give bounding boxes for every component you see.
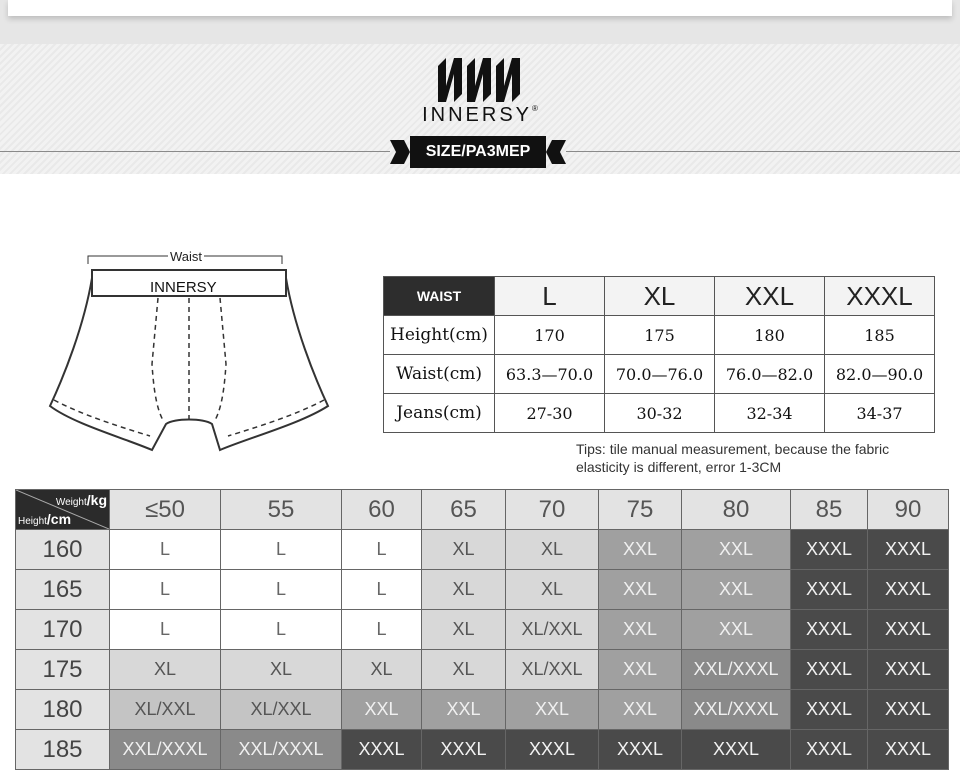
boxer-shorts-illustration: [44, 246, 334, 456]
height-label: 165: [16, 570, 110, 610]
size-chart-row: [16, 570, 949, 610]
size-cell: XXXL: [791, 650, 868, 690]
size-cell: XXL: [682, 530, 791, 570]
size-cell: L: [342, 570, 422, 610]
size-cell: XXXL: [791, 730, 868, 770]
size-cell: XXL: [599, 690, 682, 730]
size-chart-row: [16, 690, 949, 730]
measurement-cell: 32-34: [715, 394, 825, 433]
size-tag: SIZE/PA3MEP: [390, 136, 566, 168]
weight-header-row: [16, 490, 949, 530]
size-cell: XL: [422, 530, 506, 570]
size-cell: XXXL: [682, 730, 791, 770]
size-cell: XL: [422, 570, 506, 610]
size-cell: XXL: [682, 610, 791, 650]
size-cell: XXL/XXXL: [110, 730, 221, 770]
measurement-row: [384, 394, 935, 433]
size-cell: XXXL: [791, 530, 868, 570]
size-cell: XXL: [599, 610, 682, 650]
measurement-cell: 27-30: [495, 394, 605, 433]
measurement-table: [383, 276, 935, 433]
size-cell: XL/XXL: [110, 690, 221, 730]
measurement-cell: 34-37: [825, 394, 935, 433]
measurement-cell: 63.3—70.0: [495, 355, 605, 394]
size-header: XXXL: [825, 277, 935, 316]
height-axis-label: Height/cm: [18, 511, 72, 527]
measurement-row: [384, 316, 935, 355]
size-cell: XXXL: [342, 730, 422, 770]
weight-header: ≤50: [110, 490, 221, 530]
size-cell: XXL/XXXL: [221, 730, 342, 770]
size-cell: XXXL: [868, 610, 949, 650]
size-header: XXL: [715, 277, 825, 316]
weight-axis-label: Weight/kg: [55, 492, 107, 508]
shorts-brand-label: INNERSY: [150, 279, 217, 296]
size-cell: XXL: [342, 690, 422, 730]
divider-left: [0, 151, 390, 152]
size-cell: XXL: [599, 650, 682, 690]
size-cell: XXXL: [791, 570, 868, 610]
size-cell: XXXL: [868, 690, 949, 730]
size-cell: L: [221, 530, 342, 570]
size-cell: XXXL: [422, 730, 506, 770]
size-cell: XXXL: [868, 730, 949, 770]
size-cell: XXXL: [791, 610, 868, 650]
measurement-cell: 76.0—82.0: [715, 355, 825, 394]
size-cell: XL: [342, 650, 422, 690]
size-chart-table: [15, 489, 949, 770]
size-cell: XXL: [599, 570, 682, 610]
measurement-row-label: Jeans(cm): [384, 394, 495, 433]
size-cell: XL: [221, 650, 342, 690]
size-cell: XXL: [599, 530, 682, 570]
height-label: 180: [16, 690, 110, 730]
size-cell: L: [342, 610, 422, 650]
size-chart-row: [16, 730, 949, 770]
weight-header: 85: [791, 490, 868, 530]
height-label: 175: [16, 650, 110, 690]
weight-header: 75: [599, 490, 682, 530]
size-header: XL: [605, 277, 715, 316]
size-cell: XL: [506, 530, 599, 570]
size-cell: XXL/XXXL: [682, 650, 791, 690]
size-cell: L: [342, 530, 422, 570]
size-chart-row: [16, 650, 949, 690]
brand-name: INNERSY®: [422, 104, 538, 126]
measurement-row-label: Waist(cm): [384, 355, 495, 394]
weight-header: 60: [342, 490, 422, 530]
measurement-cell: 30-32: [605, 394, 715, 433]
size-cell: XXL: [682, 570, 791, 610]
waist-label: Waist: [170, 249, 203, 264]
tips-text: Tips: tile manual measurement, because the fabric elasticity is different, error 1-3CM: [576, 441, 890, 475]
size-cell: XXL: [422, 690, 506, 730]
divider-right: [566, 151, 960, 152]
size-cell: L: [221, 610, 342, 650]
size-cell: L: [221, 570, 342, 610]
size-chart-row: [16, 610, 949, 650]
size-cell: XXXL: [791, 690, 868, 730]
measurement-cell: 180: [715, 316, 825, 355]
size-cell: L: [110, 530, 221, 570]
size-cell: XL/XXL: [506, 650, 599, 690]
weight-header: 55: [221, 490, 342, 530]
size-cell: XXXL: [868, 530, 949, 570]
measurement-cell: 82.0—90.0: [825, 355, 935, 394]
size-cell: XXXL: [599, 730, 682, 770]
size-cell: XL: [422, 610, 506, 650]
height-label: 185: [16, 730, 110, 770]
size-cell: XL/XXL: [221, 690, 342, 730]
size-cell: L: [110, 610, 221, 650]
size-cell: XXL: [506, 690, 599, 730]
measurement-header-row: [384, 277, 935, 316]
height-label: 160: [16, 530, 110, 570]
size-cell: XXXL: [868, 650, 949, 690]
measurement-row-label: Height(cm): [384, 316, 495, 355]
size-cell: XL: [422, 650, 506, 690]
brand-logo-icon: [434, 52, 524, 106]
size-chart-row: [16, 530, 949, 570]
size-chart-corner: [16, 490, 110, 530]
weight-header: 70: [506, 490, 599, 530]
measurement-cell: 70.0—76.0: [605, 355, 715, 394]
size-cell: XXL/XXXL: [682, 690, 791, 730]
size-cell: XL: [506, 570, 599, 610]
size-cell: L: [110, 570, 221, 610]
size-header: L: [495, 277, 605, 316]
measurement-row: [384, 355, 935, 394]
measurement-cell: 170: [495, 316, 605, 355]
measurement-cell: 175: [605, 316, 715, 355]
weight-header: 90: [868, 490, 949, 530]
size-cell: XL: [110, 650, 221, 690]
height-label: 170: [16, 610, 110, 650]
size-cell: XXXL: [506, 730, 599, 770]
measurement-cell: 185: [825, 316, 935, 355]
measurement-corner: WAIST: [384, 277, 495, 316]
weight-header: 80: [682, 490, 791, 530]
size-cell: XXXL: [868, 570, 949, 610]
top-card: [8, 0, 952, 16]
weight-header: 65: [422, 490, 506, 530]
size-cell: XL/XXL: [506, 610, 599, 650]
